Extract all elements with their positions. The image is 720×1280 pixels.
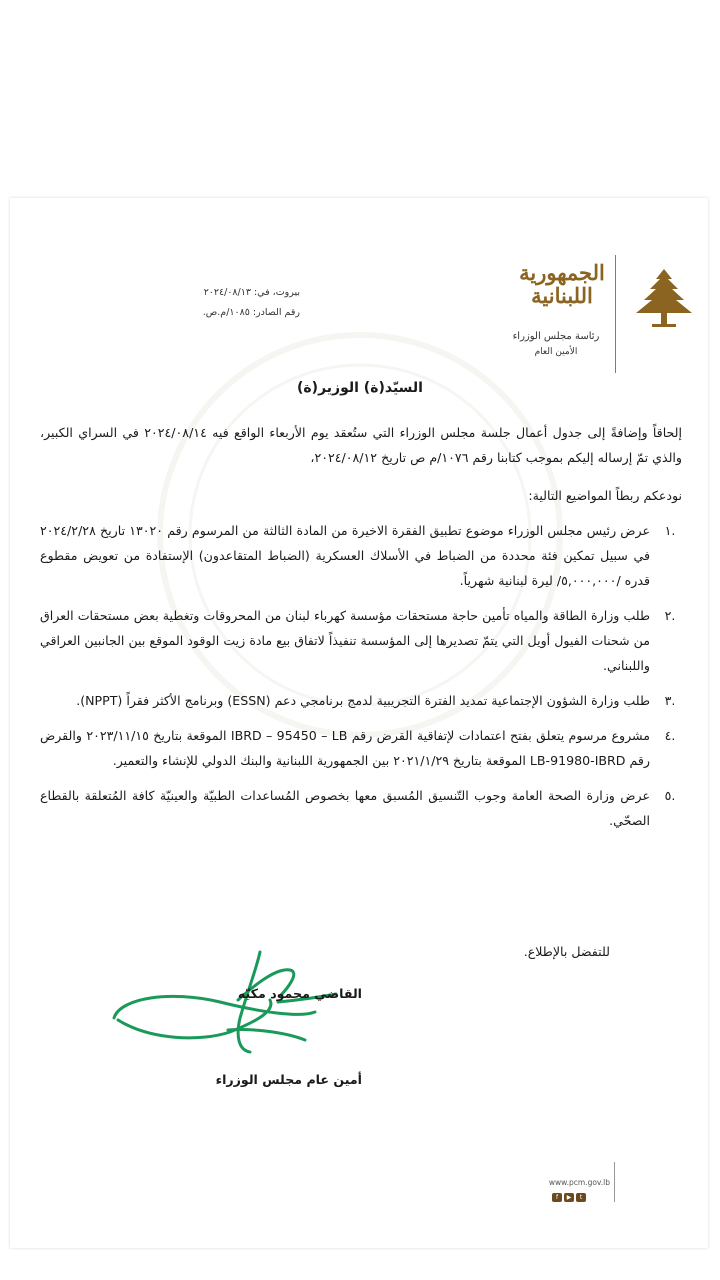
intro-paragraph: إلحاقاً وإضافةً إلى جدول أعمال جلسة مجلس الوزراء التي ستُعقد يوم الأربعاء الواقع فيه ٢٠٢٤/٠٨/١٤ في السراي الكبير، والذي تمّ إرساله إليكم بموجب كتابنا رقم ١٠٧٦/م ص تاريخ ٢٠٢٤/٠٨/١٢، — [40, 425, 683, 465]
salutation: السيّد(ة) الوزير(ة) — [297, 380, 423, 396]
item-number: .٣ — [664, 693, 676, 708]
agenda-item — [40, 723, 682, 773]
council-presidency: رئاسة مجلس الوزراء — [512, 331, 600, 342]
item-text: عرض رئيس مجلس الوزراء موضوع تطبيق الفقرة الاخيرة من المادة الثالثة من المرسوم رقم ١٣٠٢٠ تاريخ ٢٠٢٤/٢/٢٨ في سبيل تمكين فئة محددة من الضباط في الأسلاك العسكرية (الضباط المتقاعدون) الإستفادة من تعويض مقطوع قدره /٥,٠٠٠,٠٠٠/ ليرة لبنانية شهرياً. — [40, 523, 650, 588]
item-text: طلب وزارة الطاقة والمياه تأمين حاجة مستحقات مؤسسة كهرباء لبنان من المحروقات وتغطية بعض مستحقات العراق من شحنات الفيول أويل التي يتمّ تصديرها إلى المؤسسة تنفيذاً لاتفاق بيع مادة زيت الوقود الموقع بين الجانبين العراقي واللبناني. — [40, 608, 650, 673]
date-ref-block — [140, 283, 300, 323]
agenda-item — [40, 518, 682, 593]
general-secretary-label: الأمين العام — [534, 347, 578, 357]
signer-title: أمين عام مجلس الوزراء — [215, 1072, 362, 1087]
item-number: .٢ — [664, 608, 676, 623]
item-number: .٤ — [664, 728, 676, 743]
social-icons — [552, 1193, 602, 1203]
list-lead: نودعكم ربطاً المواضيع التالية: — [528, 488, 682, 503]
closing-line: للتفضل بالإطلاع. — [523, 944, 610, 959]
item-text: عرض وزارة الصحة العامة وجوب التّنسيق المُسبق معها بخصوص المُساعدات الطبيّة والعينيّة كافة المُتعلقة بالقطاع الصحّي. — [40, 788, 650, 828]
item-number: .١ — [664, 523, 676, 538]
signer-name: القاضي محمود مكيّه — [237, 986, 362, 1001]
letter-body — [40, 420, 682, 833]
agenda-item — [40, 603, 682, 678]
footer-divider — [614, 1162, 615, 1202]
date-line: بيروت، في: ٢٠٢٤/٠٨/١٣ — [203, 287, 300, 298]
agenda-item — [40, 783, 682, 833]
agenda-item — [40, 688, 682, 713]
item-text: طلب وزارة الشؤون الإجتماعية تمديد الفترة التجريبية لدمج برنامجي دعم (ESSN) وبرنامج الأكثر فقراً (NPPT). — [76, 693, 650, 708]
agenda-list — [40, 518, 682, 833]
youtube-icon[interactable]: ▶ — [564, 1193, 574, 1202]
item-text: مشروع مرسوم يتعلق بفتح اعتمادات لإتفاقية القرض رقم IBRD – 95450 – LB الموقعة بتاريخ ٢٠٢٣/١١/١٥ والقرض رقم LB-91980-IBRD الموقعة بتاريخ ٢٠٢١/١/٢٩ بين الجمهورية اللبنانية والبنك الدولي للإنشاء والتعمير. — [40, 728, 650, 768]
twitter-icon[interactable]: t — [576, 1193, 586, 1202]
cedar-logo-icon — [628, 267, 700, 329]
website-link[interactable]: www.pcm.gov.lb — [548, 1178, 610, 1187]
letterhead-divider — [615, 255, 616, 373]
reference-number: رقم الصادر: ١٠٨٥/م.ص. — [202, 307, 300, 318]
letterhead — [512, 255, 700, 375]
item-number: .٥ — [664, 788, 676, 803]
facebook-icon[interactable]: f — [552, 1193, 562, 1202]
republic-calligraphy: الجمهورية اللبنانية — [519, 260, 605, 308]
